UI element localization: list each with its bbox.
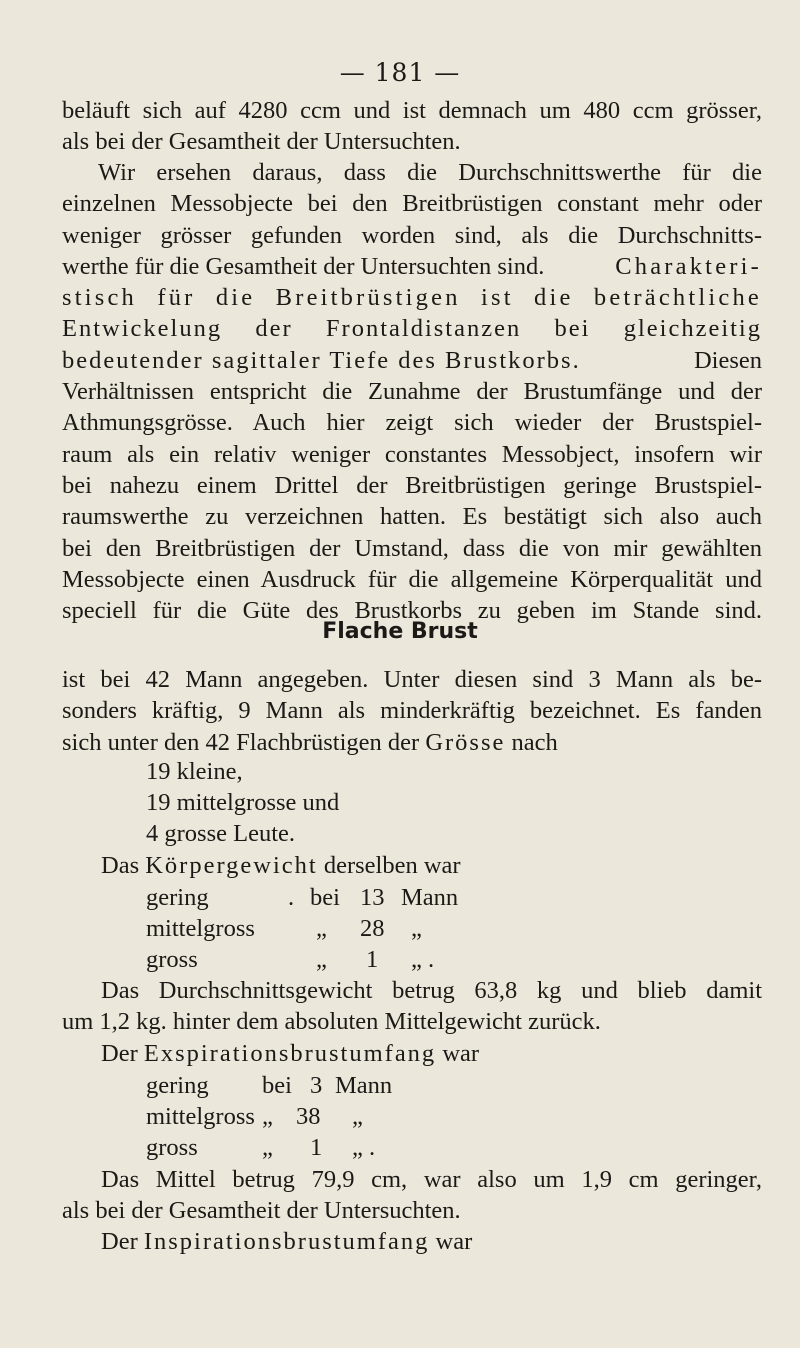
exsp-intro: [101, 1040, 479, 1068]
row-mark: .: [288, 884, 295, 911]
text-line: als bei der Gesamtheit der Untersuchten.: [62, 128, 461, 156]
row-bei: „: [316, 915, 327, 942]
text-line: beläuft sich auf 4280 ccm und ist demnach um 480 ccm grösser,: [62, 97, 762, 124]
row-number: 13: [360, 884, 385, 911]
spaced-text: stisch für die Breitbrüstigen ist die beträchtliche: [62, 284, 762, 312]
text-fragment: war: [435, 1228, 473, 1255]
row-unit: Mann: [401, 884, 459, 911]
spaced-text: Körpergewicht: [145, 852, 318, 879]
text-fragment: Diesen: [693, 346, 762, 374]
spaced-text: Charakteri-: [615, 252, 762, 280]
text-line: Das Durchschnittsgewicht betrug 63,8 kg und blieb damit: [101, 977, 762, 1004]
row-number: 1: [366, 946, 379, 973]
size-list-item: 4 grosse Leute.: [146, 820, 295, 847]
text-line: [62, 345, 762, 376]
row-bei: bei: [262, 1072, 292, 1099]
row-label: mittelgross: [146, 1103, 255, 1130]
text-fragment: war: [442, 1040, 480, 1067]
paragraph-flache-brust: [62, 664, 762, 758]
text-fragment: Der: [101, 1040, 138, 1067]
spaced-text: Inspirationsbrustumfang: [143, 1228, 430, 1255]
paragraph-intro: [62, 95, 762, 158]
row-label: gross: [146, 946, 198, 973]
row-unit: „ .: [352, 1134, 376, 1161]
text-line: um 1,2 kg. hinter dem absoluten Mittelgewicht zurück.: [62, 1008, 601, 1035]
text-line: als bei der Gesamtheit der Untersuchten.: [62, 1197, 461, 1224]
text-line: ist bei 42 Mann angegeben. Unter diesen sind 3 Mann als be-: [62, 666, 762, 693]
row-unit: Mann: [335, 1072, 393, 1099]
text-line: bei nahezu einem Drittel der Breitbrüstigen geringe Brustspiel-: [62, 471, 762, 499]
text-fragment: nach: [511, 728, 558, 756]
row-bei: bei: [310, 884, 340, 911]
row-label: gering: [146, 1072, 209, 1099]
text-line: raum als ein relativ weniger constantes Messobject, insofern wir: [62, 440, 762, 468]
text-fragment: Der: [101, 1228, 138, 1255]
row-number: 3: [310, 1072, 323, 1099]
row-unit: „ .: [411, 946, 435, 973]
text-line: bei den Breitbrüstigen der Umstand, dass die von mir gewählten: [62, 534, 762, 562]
row-number: 28: [360, 915, 385, 942]
row-number: 1: [310, 1134, 323, 1161]
text-fragment: sich unter den 42 Flachbrüstigen der: [62, 728, 420, 756]
insp-intro: [101, 1228, 472, 1256]
text-line: Verhältnissen entspricht die Zunahme der Brustumfänge und der: [62, 378, 762, 406]
size-list-item: 19 kleine,: [146, 758, 243, 785]
text-fragment: derselben war: [323, 852, 461, 879]
section-heading: Flache Brust: [322, 619, 478, 644]
text-line: Das Mittel betrug 79,9 cm, war also um 1,9 cm geringer,: [101, 1166, 762, 1193]
text-fragment: Das: [101, 852, 140, 879]
row-label: mittelgross: [146, 915, 255, 942]
paragraph-breitbrustige: [62, 157, 762, 626]
row-unit: „: [411, 915, 422, 942]
text-line: raumswerthe zu verzeichnen hatten. Es bestätigt sich also auch: [62, 503, 762, 531]
spaced-text: bedeutender sagittaler Tiefe des Brustkorbs.: [62, 346, 581, 374]
spaced-text: Entwickelung der Frontaldistanzen bei gleichzeitig: [62, 315, 762, 343]
weight-intro: [101, 852, 461, 880]
text-line: speciell für die Güte des Brustkorbs zu geben im Stande sind.: [62, 597, 762, 625]
row-label: gross: [146, 1134, 198, 1161]
text-line: Wir ersehen daraus, dass die Durchschnittswerthe für die: [98, 159, 762, 186]
size-list-item: 19 mittelgrosse und: [146, 789, 340, 816]
text-line: [62, 251, 762, 282]
text-line: weniger grösser gefunden worden sind, als die Durchschnitts-: [62, 221, 762, 249]
text-line: Messobjecte einen Ausdruck für die allgemeine Körperqualität und: [62, 565, 762, 593]
row-bei: „: [316, 946, 327, 973]
text-fragment: werthe für die Gesamtheit der Untersuchten sind.: [62, 252, 545, 280]
row-bei: „: [262, 1103, 273, 1130]
text-line: [62, 727, 762, 758]
row-label: gering: [146, 884, 209, 911]
page-number: — 181 —: [339, 58, 461, 87]
spaced-text: Exspirationsbrustumfang: [143, 1040, 437, 1067]
text-line: Athmungsgrösse. Auch hier zeigt sich wieder der Brustspiel-: [62, 409, 762, 437]
row-number: 38: [296, 1103, 321, 1130]
row-bei: „: [262, 1134, 273, 1161]
spaced-text: Grösse: [425, 728, 506, 756]
row-unit: „: [352, 1103, 363, 1130]
text-line: einzelnen Messobjecte bei den Breitbrüstigen constant mehr oder: [62, 190, 762, 218]
text-line: sonders kräftig, 9 Mann als minderkräftig bezeichnet. Es fanden: [62, 697, 762, 725]
